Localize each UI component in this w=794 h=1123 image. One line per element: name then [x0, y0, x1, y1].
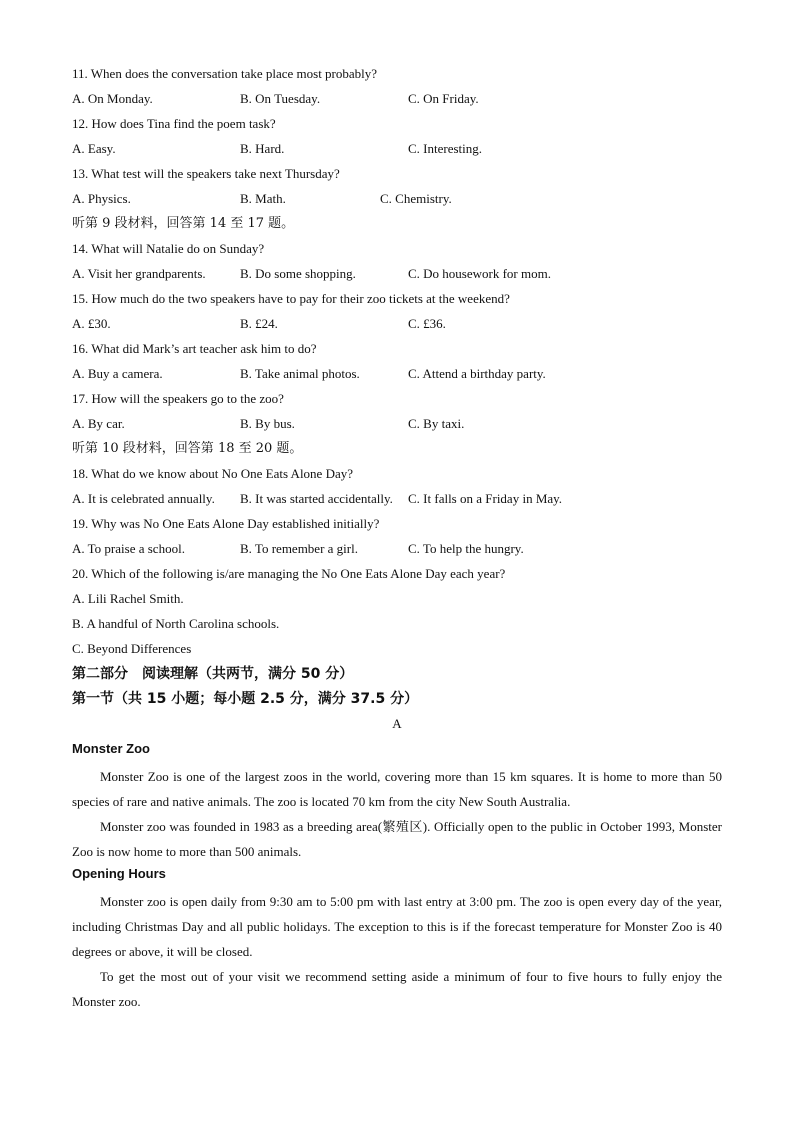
- option-b: B. Take animal photos.: [240, 366, 360, 381]
- question-20: 20. Which of the following is/are managing the No One Eats Alone Day each year?: [72, 566, 506, 581]
- question-11: 11. When does the conversation take place most probably?: [72, 66, 378, 81]
- option-b: B. £24.: [240, 316, 278, 331]
- section-title: 第二部分 阅读理解（共两节，满分 50 分）: [72, 666, 354, 682]
- option-a: A. It is celebrated annually.: [72, 491, 215, 506]
- options-12: [72, 139, 722, 164]
- question-19: 19. Why was No One Eats Alone Day established initially?: [72, 516, 380, 531]
- option-b: B. A handful of North Carolina schools.: [72, 616, 280, 631]
- question-15: 15. How much do the two speakers have to pay for their zoo tickets at the weekend?: [72, 291, 510, 306]
- question-18: 18. What do we know about No One Eats Alone Day?: [72, 466, 354, 481]
- passage-paragraph-2: Monster zoo was founded in 1983 as a breeding area(繁殖区). Officially open to the public in October 1993, Monster Zoo is now home to more than 500 animals.: [72, 819, 722, 859]
- option-c: C. Beyond Differences: [72, 641, 192, 656]
- passage-paragraph-1: Monster Zoo is one of the largest zoos in the world, covering more than 15 km squares. It is home to more than 50 species of rare and native animals. The zoo is located 70 km from the city New South Australia.: [72, 769, 722, 809]
- option-b: B. It was started accidentally.: [240, 491, 393, 506]
- option-a: A. By car.: [72, 416, 125, 431]
- instruction-part-9: 听第 9 段材料，回答第 14 至 17 题。: [72, 216, 295, 231]
- option-a: A. Easy.: [72, 141, 116, 156]
- question-12: 12. How does Tina find the poem task?: [72, 116, 276, 131]
- exam-page: [72, 64, 722, 1014]
- section-subtitle: 第一节（共 15 小题；每小题 2.5 分，满分 37.5 分）: [72, 691, 419, 707]
- options-19: [72, 539, 722, 564]
- options-17: [72, 414, 722, 439]
- question-17: 17. How will the speakers go to the zoo?: [72, 391, 284, 406]
- option-b: B. Math.: [240, 191, 286, 206]
- option-c: C. Attend a birthday party.: [408, 366, 546, 381]
- passage-title: Monster Zoo: [72, 741, 150, 756]
- passage-paragraph-3: Monster zoo is open daily from 9:30 am to 5:00 pm with last entry at 3:00 pm. The zoo is open every day of the year, including Christmas Day and all public holidays. The exception to this is if the forecast temperature for Monster Zoo is 40 degrees or above, it will be closed.: [72, 894, 722, 959]
- option-c: C. Interesting.: [408, 141, 483, 156]
- question-14: 14. What will Natalie do on Sunday?: [72, 241, 265, 256]
- option-a: A. Visit her grandparents.: [72, 266, 206, 281]
- option-b: B. Do some shopping.: [240, 266, 356, 281]
- question-16: 16. What did Mark’s art teacher ask him to do?: [72, 341, 317, 356]
- option-a: A. Buy a camera.: [72, 366, 163, 381]
- option-a: A. Lili Rachel Smith.: [72, 591, 184, 606]
- option-b: B. Hard.: [240, 141, 285, 156]
- question-13: 13. What test will the speakers take next Thursday?: [72, 166, 340, 181]
- passage-paragraph-4: To get the most out of your visit we recommend setting aside a minimum of four to five hours to fully enjoy the Monster zoo.: [72, 969, 722, 1009]
- option-c: C. To help the hungry.: [408, 541, 524, 556]
- option-b: B. To remember a girl.: [240, 541, 358, 556]
- options-18: [72, 489, 722, 514]
- option-c: C. On Friday.: [408, 91, 479, 106]
- option-b: B. By bus.: [240, 416, 295, 431]
- option-c: C. By taxi.: [408, 416, 465, 431]
- instruction-part-10: 听第 10 段材料，回答第 18 至 20 题。: [72, 441, 303, 456]
- options-15: [72, 314, 722, 339]
- option-a: A. Physics.: [72, 191, 131, 206]
- option-b: B. On Tuesday.: [240, 91, 321, 106]
- option-a: A. On Monday.: [72, 91, 153, 106]
- options-14: [72, 264, 722, 289]
- options-13: [72, 189, 722, 214]
- option-c: C. £36.: [408, 316, 446, 331]
- option-c: C. Do housework for mom.: [408, 266, 551, 281]
- option-c: C. Chemistry.: [380, 191, 452, 206]
- option-a: A. To praise a school.: [72, 541, 185, 556]
- opening-hours-heading: Opening Hours: [72, 866, 166, 881]
- passage-letter: A: [392, 716, 402, 731]
- options-16: [72, 364, 722, 389]
- option-a: A. £30.: [72, 316, 111, 331]
- option-c: C. It falls on a Friday in May.: [408, 491, 563, 506]
- options-11: [72, 89, 722, 114]
